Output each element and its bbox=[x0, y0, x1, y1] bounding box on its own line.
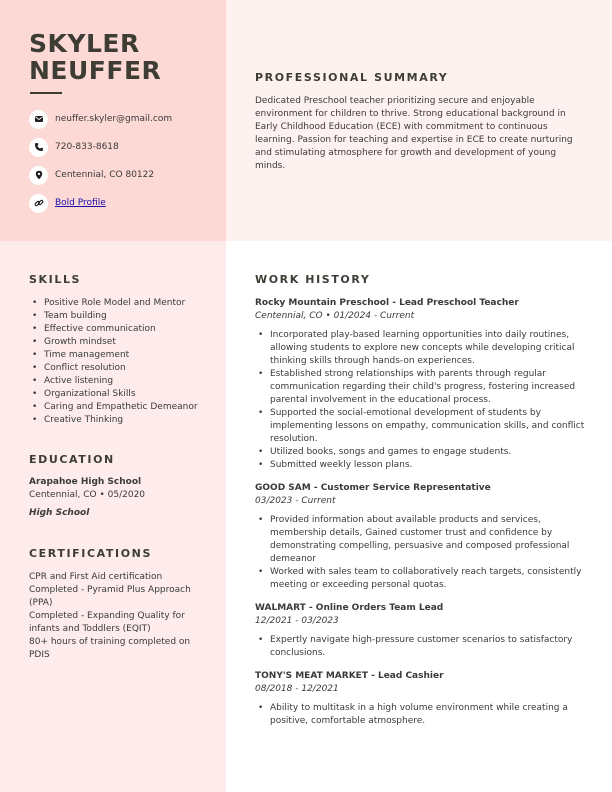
contact-email bbox=[29, 109, 219, 129]
skills-heading: SKILLS bbox=[29, 273, 82, 286]
list-item: • Creative Thinking bbox=[30, 414, 220, 427]
email-icon bbox=[29, 110, 48, 129]
job-bullets bbox=[255, 514, 585, 592]
contact-profile[interactable] bbox=[29, 193, 219, 213]
email-text: neuffer.skyler@gmail.com bbox=[55, 114, 173, 124]
list-item: • Expertly navigate high-pressure customer scenarios to satisfactory conclusions. bbox=[255, 634, 585, 660]
name-divider bbox=[30, 92, 62, 94]
education-degree: High School bbox=[29, 508, 90, 518]
link-icon bbox=[29, 194, 48, 213]
list-item: Completed - Expanding Quality for infants and Toddlers (EQIT) bbox=[29, 611, 185, 634]
phone-icon bbox=[29, 138, 48, 157]
list-item: • Supported the social-emotional development of students by implementing lessons on empathy, communication skills, and conflict resolution. bbox=[255, 407, 585, 446]
education-heading: EDUCATION bbox=[29, 453, 115, 466]
education-school: Arapahoe High School bbox=[29, 477, 142, 487]
profile-link[interactable]: Bold Profile bbox=[55, 198, 106, 208]
summary-heading: PROFESSIONAL SUMMARY bbox=[255, 71, 449, 84]
list-item: • Time management bbox=[30, 349, 220, 362]
list-item: • Established strong relationships with parents through regular communication regarding their child's progress, fostering increased parental involvement in the educational process. bbox=[255, 368, 585, 407]
list-item: 80+ hours of training completed on PDIS bbox=[29, 637, 191, 660]
job-meta: 12/2021 - 03/2023 bbox=[255, 616, 339, 626]
skills-list bbox=[30, 297, 220, 427]
list-item: • Effective communication bbox=[30, 323, 220, 336]
contact-location bbox=[29, 165, 219, 185]
job-entry bbox=[255, 602, 585, 660]
list-item: • Ability to multitask in a high volume environment while creating a positive, comfortable atmosphere. bbox=[255, 702, 585, 728]
name-last: NEUFFER bbox=[29, 56, 162, 85]
certifications-list bbox=[29, 571, 209, 662]
job-title: TONY'S MEAT MARKET - Lead Cashier bbox=[255, 671, 444, 681]
job-bullets bbox=[255, 702, 585, 728]
job-bullets bbox=[255, 329, 585, 472]
location-pin-icon bbox=[29, 166, 48, 185]
list-item: • Organizational Skills bbox=[30, 388, 220, 401]
job-entry bbox=[255, 297, 585, 472]
job-meta: Centennial, CO • 01/2024 - Current bbox=[255, 311, 415, 321]
list-item: CPR and First Aid certification bbox=[29, 572, 163, 582]
work-heading: WORK HISTORY bbox=[255, 273, 371, 286]
job-meta: 08/2018 - 12/2021 bbox=[255, 684, 339, 694]
job-entry bbox=[255, 670, 585, 728]
list-item: • Conflict resolution bbox=[30, 362, 220, 375]
summary-text: Dedicated Preschool teacher prioritizing secure and enjoyable environment for children to thrive. Strong educational background in Early Childhood Education (ECE) with commitment to continuous learning. Passion for teaching and expertise in ECE to create nurturing and stimulating atmosphere for growth and development of young minds. bbox=[255, 96, 573, 171]
job-entry bbox=[255, 482, 585, 592]
name-first: SKYLER bbox=[29, 29, 140, 58]
list-item: • Incorporated play-based learning opportunities into daily routines, allowing students to explore new concepts while developing critical thinking skills through hands-on experiences. bbox=[255, 329, 585, 368]
list-item: • Caring and Empathetic Demeanor bbox=[30, 401, 220, 414]
candidate-name bbox=[29, 30, 161, 84]
list-item: • Provided information about available products and services, membership details, Gained customer trust and confidence by demonstrating compelling, persuasive and composed professional demeanor bbox=[255, 514, 585, 566]
job-title: WALMART - Online Orders Team Lead bbox=[255, 603, 444, 613]
list-item: • Growth mindset bbox=[30, 336, 220, 349]
list-item: • Utilized books, songs and games to engage students. bbox=[255, 446, 585, 459]
job-meta: 03/2023 - Current bbox=[255, 496, 336, 506]
list-item: • Team building bbox=[30, 310, 220, 323]
list-item: • Submitted weekly lesson plans. bbox=[255, 459, 585, 472]
certifications-heading: CERTIFICATIONS bbox=[29, 547, 152, 560]
job-title: Rocky Mountain Preschool - Lead Preschool Teacher bbox=[255, 298, 519, 308]
list-item: • Positive Role Model and Mentor bbox=[30, 297, 220, 310]
list-item: • Worked with sales team to collaboratively reach targets, consistently meeting or exceeding personal quotas. bbox=[255, 566, 585, 592]
job-title: GOOD SAM - Customer Service Representative bbox=[255, 483, 491, 493]
education-location-date: Centennial, CO • 05/2020 bbox=[29, 490, 146, 500]
list-item: • Active listening bbox=[30, 375, 220, 388]
contact-phone bbox=[29, 137, 219, 157]
job-bullets bbox=[255, 634, 585, 660]
phone-text: 720-833-8618 bbox=[55, 142, 119, 152]
location-text: Centennial, CO 80122 bbox=[55, 170, 155, 180]
list-item: Completed - Pyramid Plus Approach (PPA) bbox=[29, 585, 191, 608]
